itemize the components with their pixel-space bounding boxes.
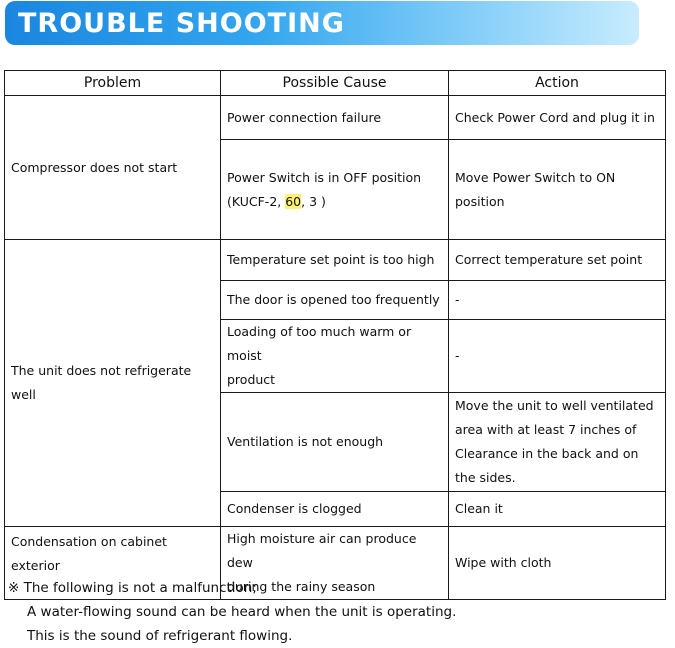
cause-model-prefix: (KUCF-2, [227,193,286,209]
note-block [8,576,456,648]
action-cell: Check Power Cord and plug it in [449,96,666,140]
problem-cell: The unit does not refrigerate well [5,240,221,527]
cause-cell: Temperature set point is too high [221,240,449,281]
action-cell: - [449,281,666,320]
problem-cell: Compressor does not start [5,96,221,240]
cause-cell: Condenser is clogged [221,492,449,527]
troubleshooting-table [4,70,666,600]
cause-cell: Power connection failure [221,96,449,140]
table-row [5,240,666,281]
table-header-row [5,71,666,96]
column-header-problem: Problem [5,71,221,96]
action-cell: Wipe with cloth [449,527,666,600]
note-line: This is the sound of refrigerant flowing. [27,628,293,644]
note-line: The following is not a malfunction; [23,580,257,596]
cause-cell: The door is opened too frequently [221,281,449,320]
cause-cell: Ventilation is not enough [221,393,449,492]
cause-model-suffix: , 3 ) [301,193,326,209]
cause-line: Loading of too much warm or moist [227,324,412,363]
reference-mark-icon: ※ [8,580,20,596]
highlighted-model-number: 60 [285,193,302,209]
action-cell: - [449,320,666,393]
cause-line: Power Switch is in OFF position [227,169,422,185]
action-cell: Correct temperature set point [449,240,666,281]
action-line: area with at least 7 inches of [455,422,637,437]
table-row [5,96,666,140]
action-line: the sides. [455,470,516,485]
cause-line: product [227,372,276,387]
action-cell [449,393,666,492]
column-header-cause: Possible Cause [221,71,449,96]
action-line: Move the unit to well ventilated [455,398,654,413]
action-cell: Move Power Switch to ON position [449,140,666,240]
action-line: Clearance in the back and on [455,446,639,461]
cause-cell [221,320,449,393]
note-line: A water-flowing sound can be heard when the unit is operating. [27,604,457,620]
problem-cell: Condensation on cabinet exterior [5,527,221,600]
action-cell: Clean it [449,492,666,527]
cause-line: during the rainy season [227,579,376,594]
page-title: TROUBLE SHOOTING [18,8,345,39]
cause-line: High moisture air can produce dew [227,531,417,570]
section-banner [5,1,639,45]
column-header-action: Action [449,71,666,96]
cause-cell [221,140,449,240]
